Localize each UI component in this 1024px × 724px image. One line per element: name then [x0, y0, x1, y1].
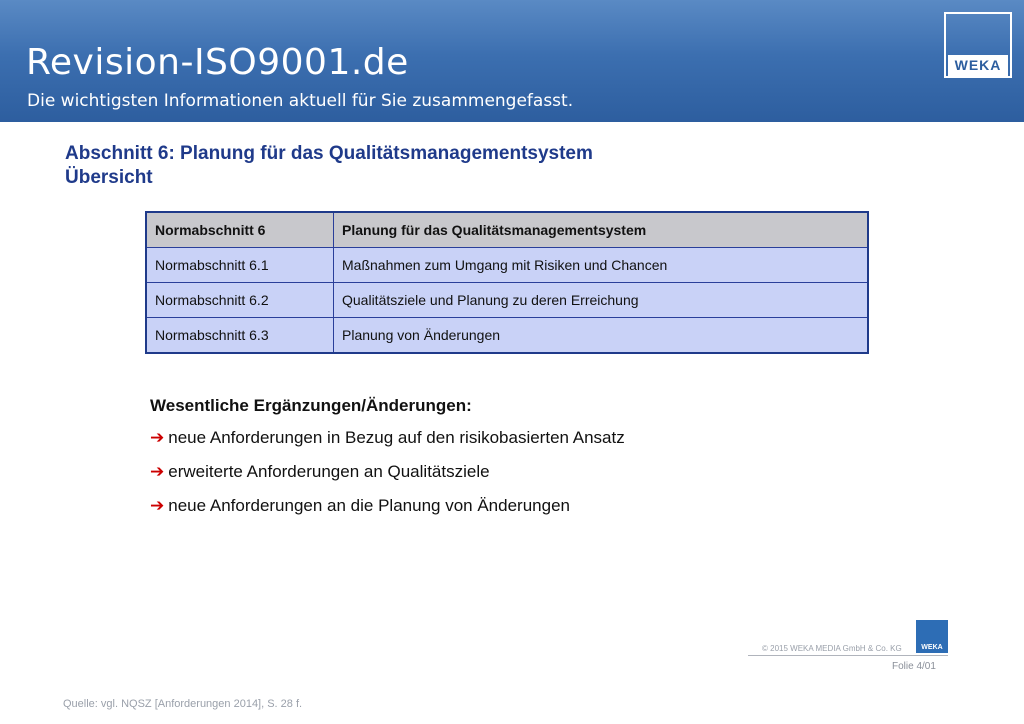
table-header-cell: Planung für das Qualitätsmanagementsystem: [334, 212, 869, 248]
list-item: [150, 461, 625, 495]
arrow-right-icon: ➔: [150, 496, 165, 515]
arrow-right-icon: ➔: [150, 428, 165, 447]
weka-logo: WEKA: [948, 55, 1008, 76]
footer-divider: [748, 655, 948, 656]
table-row: [146, 248, 868, 283]
changes-section: [150, 396, 625, 529]
table-row: [146, 318, 868, 354]
list-item-text: erweiterte Anforderungen an Qualitätsziele: [168, 462, 490, 481]
list-item: [150, 427, 625, 461]
site-title: Revision-ISO9001.de: [26, 42, 409, 83]
arrow-right-icon: ➔: [150, 462, 165, 481]
table-cell: Qualitätsziele und Planung zu deren Erreichung: [334, 283, 869, 318]
list-item: [150, 495, 625, 529]
section-heading: [65, 142, 593, 190]
table-cell: Normabschnitt 6.2: [146, 283, 334, 318]
header-banner: [0, 0, 1024, 122]
site-subtitle: Die wichtigsten Informationen aktuell für Sie zusammengefasst.: [27, 91, 574, 111]
table-cell: Normabschnitt 6.1: [146, 248, 334, 283]
table-cell: Planung von Änderungen: [334, 318, 869, 354]
footer-logo-text: WEKA: [921, 644, 943, 651]
list-item-text: neue Anforderungen in Bezug auf den risikobasierten Ansatz: [168, 428, 625, 447]
list-item-text: neue Anforderungen an die Planung von Änderungen: [168, 496, 570, 515]
table-header-cell: Normabschnitt 6: [146, 212, 334, 248]
source-note: Quelle: vgl. NQSZ [Anforderungen 2014], S. 28 f.: [63, 698, 303, 710]
table-row: [146, 283, 868, 318]
norm-table: [145, 211, 869, 354]
table-cell: Maßnahmen zum Umgang mit Risiken und Chancen: [334, 248, 869, 283]
slide-number: Folie 4/01: [892, 661, 936, 672]
changes-title: Wesentliche Ergänzungen/Änderungen:: [150, 396, 472, 415]
section-title: Abschnitt 6: Planung für das Qualitätsmanagementsystem: [65, 143, 593, 164]
table-cell: Normabschnitt 6.3: [146, 318, 334, 354]
section-subtitle: Übersicht: [65, 167, 153, 188]
table-header-row: [146, 212, 868, 248]
copyright-text: © 2015 WEKA MEDIA GmbH & Co. KG: [762, 644, 902, 653]
footer-weka-logo: [916, 620, 948, 653]
